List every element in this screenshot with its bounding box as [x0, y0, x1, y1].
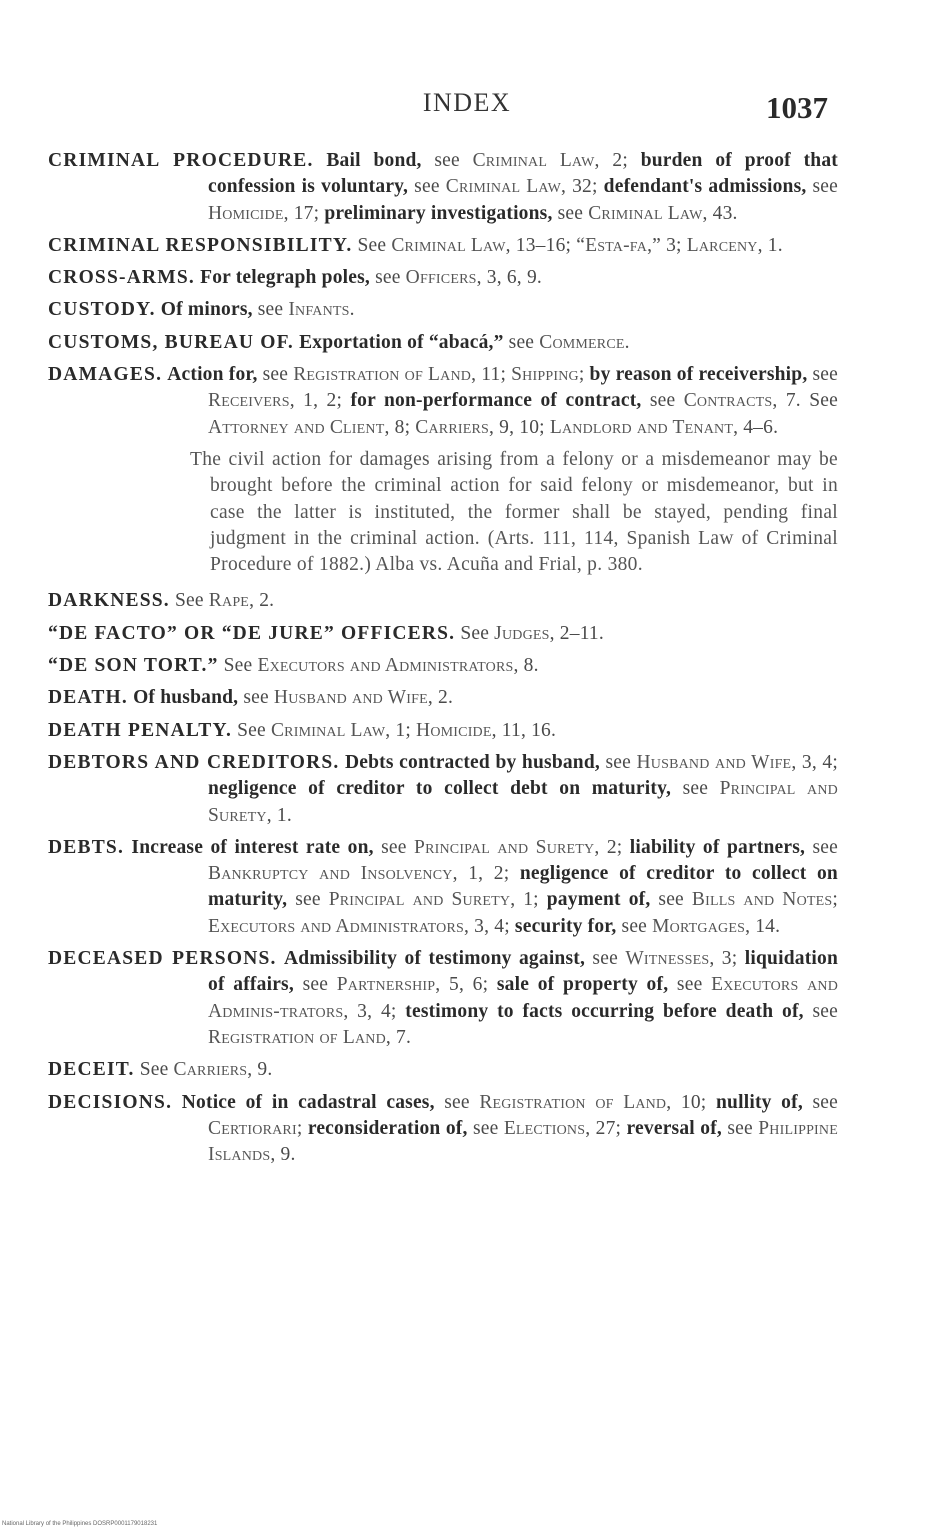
entry-text: , 5, 6;	[435, 974, 497, 996]
entry-text: , 11;	[471, 364, 512, 386]
entry-heading: DARKNESS.	[48, 590, 170, 612]
entry-text: , 17;	[283, 202, 325, 224]
index-entry	[48, 265, 838, 291]
entry-text: , 7. See	[772, 390, 838, 412]
subentry-text: sale of property of,	[496, 974, 669, 996]
entry-heading: DEBTS.	[48, 836, 125, 858]
index-entry	[48, 653, 838, 679]
entry-text: ;	[578, 364, 590, 386]
entry-text: , 4–6.	[733, 416, 779, 438]
cross-reference: Officers	[405, 267, 477, 289]
subentry-text: For telegraph poles,	[200, 267, 371, 289]
cross-reference: Principal and Surety	[208, 778, 838, 826]
entry-text: , 27;	[585, 1117, 627, 1139]
subentry-text: Increase of interest rate on,	[131, 836, 374, 858]
entry-text: , 1, 2;	[289, 390, 351, 412]
index-entry	[48, 1057, 838, 1083]
entry-text: .	[349, 299, 355, 321]
index-entry	[48, 233, 838, 259]
entry-text: , 2;	[594, 150, 641, 171]
index-entry	[48, 297, 838, 323]
index-entry	[48, 718, 838, 744]
entry-text: see	[650, 889, 692, 911]
cross-reference: Contracts	[683, 390, 773, 412]
entry-text: , 3, 4;	[464, 915, 515, 937]
entry-text: ;	[832, 889, 838, 911]
entry-text: See	[237, 719, 271, 741]
entry-text: see	[806, 176, 839, 198]
entry-text: , 9.	[270, 1144, 296, 1166]
index-entry	[48, 685, 838, 711]
entry-text: see	[552, 202, 589, 224]
scan-footer: National Library of the Philippines DOSRP0001179018231	[2, 1521, 158, 1527]
page-number: 1037	[766, 90, 828, 125]
entry-text: , 1.	[266, 804, 292, 826]
entry-heading: CUSTODY.	[48, 299, 156, 321]
entry-text: see	[807, 364, 838, 386]
cross-reference: Criminal Law	[445, 176, 561, 198]
entry-text: See	[357, 234, 392, 256]
cross-reference: Partnership	[336, 974, 436, 996]
cross-reference: Homicide	[416, 719, 492, 741]
subentry-text: reconsideration of,	[307, 1117, 468, 1139]
cross-reference: Registration of Land	[479, 1091, 667, 1113]
entry-note: The civil action for damages arising from a felony or a misdemeanor may be brought before the criminal action for said felony or misdemeanor, but in case the latter is instituted, the former shall be stayed, pending final judgment in the criminal action. (Arts. 111, 114, Spanish Law of Criminal Procedure of 1882.) Alba vs. Acuña and Frial, p. 380.	[190, 448, 838, 576]
subentry-text: liquidation of affairs,	[208, 948, 838, 996]
subentry-text: Debts contracted by husband,	[344, 751, 600, 773]
subentry-text: Bail bond,	[326, 150, 422, 171]
entry-text: ,” 3;	[647, 234, 687, 256]
entry-text: see	[802, 1091, 838, 1113]
index-entry	[48, 588, 838, 614]
cross-reference: Criminal Law	[270, 719, 386, 741]
entry-text: ;	[296, 1117, 308, 1139]
entry-heading: DEATH PENALTY.	[48, 719, 233, 741]
page-title: INDEX	[422, 88, 512, 117]
cross-reference: Shipping	[511, 364, 579, 386]
cross-reference: Criminal Law	[588, 202, 703, 224]
subentry-text: by reason of receivership,	[589, 364, 808, 386]
cross-reference: Attorney and Client	[208, 416, 385, 438]
entry-text: , 9.	[247, 1059, 273, 1081]
entry-heading: “DE SON TORT.”	[48, 655, 219, 677]
cross-reference: Registration of Land	[208, 1026, 386, 1048]
subentry-text: payment of,	[546, 889, 651, 911]
subentry-text: negligence of creditor to collect on maturity,	[208, 863, 838, 911]
cross-reference: Bankruptcy and Insolvency	[208, 863, 453, 885]
cross-reference: Certiorari	[208, 1117, 297, 1139]
entry-heading: DECEIT.	[48, 1059, 135, 1081]
entry-text: , 1;	[385, 719, 417, 741]
index-entry	[48, 1090, 838, 1169]
entry-text: see	[467, 1117, 504, 1139]
cross-reference: Executors and Adminis-trators	[208, 974, 839, 1022]
entry-text: See	[460, 622, 495, 644]
entry-text: see	[434, 1091, 480, 1113]
subentry-text: security for,	[514, 915, 617, 937]
cross-reference: Criminal Law	[391, 234, 506, 256]
cross-reference: Esta-fa	[585, 234, 648, 256]
entry-text: , 32;	[560, 176, 604, 198]
subentry-text: nullity of,	[716, 1091, 803, 1113]
index-entry	[48, 621, 838, 647]
subentry-text: negligence of creditor to collect debt on maturity,	[208, 778, 672, 800]
entry-text: See	[139, 1059, 174, 1081]
subentry-text: burden of proof that confession is voluntary,	[208, 150, 838, 198]
entry-text: , 1;	[510, 889, 547, 911]
cross-reference: Homicide	[208, 202, 284, 224]
cross-reference: Executors and Administrators	[257, 655, 514, 677]
cross-reference: Larceny	[686, 234, 758, 256]
subentry-text: for non-performance of contract,	[350, 390, 642, 412]
entry-text: see	[803, 1000, 838, 1022]
entry-text: see	[287, 889, 329, 911]
subentry-text: Admissibility of testimony against,	[284, 948, 586, 970]
index-entry	[48, 750, 838, 829]
cross-reference: Carriers	[173, 1059, 248, 1081]
index-entry	[48, 362, 838, 441]
cross-reference: Bills and Notes	[691, 889, 833, 911]
entry-text: see	[641, 390, 684, 412]
entry-heading: DAMAGES.	[48, 364, 163, 386]
entry-text: see	[503, 331, 540, 353]
entry-text: see	[722, 1117, 759, 1139]
entry-text: , 3, 4;	[791, 751, 838, 773]
entry-text: , 1.	[757, 234, 783, 256]
entry-text: see	[257, 364, 294, 386]
cross-reference: Commerce	[539, 331, 625, 353]
entry-text: see	[616, 915, 653, 937]
cross-reference: Receivers	[208, 390, 290, 412]
cross-reference: Carriers	[415, 416, 489, 438]
cross-reference: Criminal Law	[472, 150, 595, 171]
entry-heading: CUSTOMS, BUREAU OF.	[48, 331, 295, 353]
cross-reference: Executors and Administrators	[208, 915, 465, 937]
entry-text: , 2;	[594, 836, 630, 858]
cross-reference: Husband and Wife	[636, 751, 792, 773]
entry-heading: CRIMINAL RESPONSIBILITY.	[48, 234, 353, 256]
cross-reference: Registration of Land	[293, 364, 472, 386]
entry-text: see	[252, 299, 289, 321]
subentry-text: Notice of in cadastral cases,	[181, 1091, 435, 1113]
entry-text: see	[408, 176, 446, 198]
cross-reference: Landlord and Tenant	[549, 416, 734, 438]
cross-reference: Infants	[288, 299, 350, 321]
entry-text: , 2.	[249, 590, 275, 612]
cross-reference: Elections	[503, 1117, 586, 1139]
entry-text: , 2.	[427, 687, 454, 709]
cross-reference: Witnesses	[625, 948, 710, 970]
entry-text: see	[671, 778, 720, 800]
index-entry	[48, 148, 838, 227]
entry-text: see	[238, 687, 274, 709]
entry-text: see	[585, 948, 626, 970]
subentry-text: Of husband,	[133, 687, 239, 709]
entry-text: , 8;	[384, 416, 416, 438]
entry-text: see	[599, 751, 637, 773]
cross-reference: Principal and Surety	[328, 889, 511, 911]
entry-text: , 9, 10;	[489, 416, 550, 438]
subentry-text: Action for,	[167, 364, 258, 386]
entry-text: , 7.	[385, 1026, 412, 1048]
entry-text: , 43.	[702, 202, 738, 224]
entry-heading: DECISIONS.	[48, 1091, 173, 1113]
subentry-text: liability of partners,	[629, 836, 806, 858]
entry-text: see	[293, 974, 337, 996]
entry-text: , 14.	[745, 915, 781, 937]
entry-text: see	[421, 150, 473, 171]
entry-heading: DEATH.	[48, 687, 128, 709]
cross-reference: Principal and Surety	[414, 836, 595, 858]
subentry-text: testimony to facts occurring before death of,	[405, 1000, 804, 1022]
cross-reference: Husband and Wife	[273, 687, 428, 709]
entry-text: , 8.	[513, 655, 539, 677]
entry-heading: CRIMINAL PROCEDURE.	[48, 150, 314, 171]
entry-text: see	[373, 836, 415, 858]
entry-text: , 3;	[709, 948, 745, 970]
subentry-text: Exportation of “abacá,”	[299, 331, 504, 353]
index-entries	[48, 148, 838, 1174]
entry-text: , 10;	[666, 1091, 717, 1113]
entry-text: , 3, 4;	[343, 1000, 406, 1022]
entry-heading: DECEASED PERSONS.	[48, 948, 277, 970]
entry-text: see	[805, 836, 838, 858]
index-entry	[48, 835, 838, 940]
entry-text: , 11, 16.	[491, 719, 557, 741]
entry-text: see	[668, 974, 712, 996]
entry-text: See	[223, 655, 258, 677]
subentry-text: defendant's admissions,	[603, 176, 807, 198]
cross-reference: Judges	[494, 622, 550, 644]
cross-reference: Mortgages	[652, 915, 746, 937]
entry-text: see	[370, 267, 406, 289]
index-entry	[48, 946, 838, 1051]
entry-text: , 1, 2;	[452, 863, 520, 885]
entry-heading: CROSS-ARMS.	[48, 267, 196, 289]
entry-text: .	[624, 331, 630, 353]
subentry-text: preliminary investigations,	[324, 202, 553, 224]
entry-text: , 3, 6, 9.	[476, 267, 542, 289]
entry-heading: “DE FACTO” OR “DE JURE” OFFICERS.	[48, 622, 456, 644]
entry-text: , 2–11.	[549, 622, 604, 644]
entry-text: , 13–16; “	[505, 234, 586, 256]
index-entry	[48, 330, 838, 356]
cross-reference: Philippine Islands	[208, 1117, 838, 1166]
subentry-text: reversal of,	[626, 1117, 722, 1139]
subentry-text: Of minors,	[160, 299, 253, 321]
entry-text: See	[174, 590, 209, 612]
entry-heading: DEBTORS AND CREDITORS.	[48, 751, 340, 773]
cross-reference: Rape	[208, 590, 250, 612]
